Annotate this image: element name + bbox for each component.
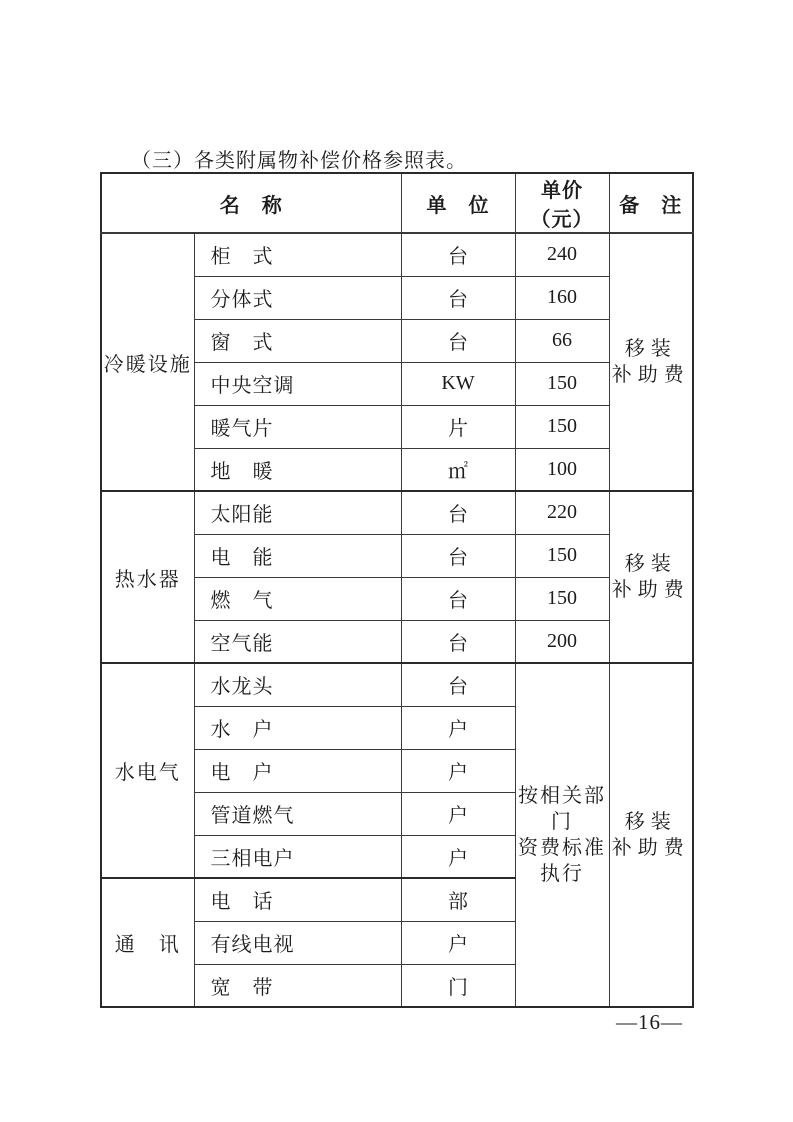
category-cell: 冷暖设施 [101, 233, 194, 491]
remark-line: 移装 [624, 338, 677, 360]
compensation-price-table [100, 172, 694, 1008]
item-name-cell: 电 能 [194, 534, 401, 577]
item-name-cell: 管道燃气 [194, 792, 401, 835]
remark-line: 移装 [624, 811, 677, 833]
header-unit: 单 位 [401, 173, 515, 233]
unit-cell: 台 [401, 534, 515, 577]
price-cell: 220 [515, 491, 609, 534]
item-name-cell: 地 暖 [194, 448, 401, 491]
header-name: 名 称 [101, 173, 401, 233]
remark-cell [609, 491, 693, 663]
unit-cell: 台 [401, 663, 515, 706]
item-name-cell: 空气能 [194, 620, 401, 663]
unit-cell: 台 [401, 319, 515, 362]
price-cell: 150 [515, 534, 609, 577]
price-cell: 100 [515, 448, 609, 491]
header-row [101, 173, 693, 233]
category-cell: 热水器 [101, 491, 194, 663]
unit-cell: 台 [401, 276, 515, 319]
price-cell: 150 [515, 362, 609, 405]
unit-cell: 户 [401, 835, 515, 878]
unit-cell: 台 [401, 620, 515, 663]
price-note-line: 资费标准 [518, 837, 606, 859]
unit-cell: 户 [401, 706, 515, 749]
unit-cell: 台 [401, 233, 515, 276]
header-price: 单价（元） [515, 173, 609, 233]
category-cell: 水电气 [101, 663, 194, 878]
price-cell: 160 [515, 276, 609, 319]
table-row [101, 663, 693, 706]
table-row [101, 491, 693, 534]
price-note-line: 按相关部 [518, 785, 606, 807]
item-name-cell: 电 话 [194, 878, 401, 921]
item-name-cell: 水 户 [194, 706, 401, 749]
table-row [101, 233, 693, 276]
price-note-line: 执行 [540, 863, 584, 885]
section-title: （三）各类附属物补偿价格参照表。 [131, 150, 467, 172]
header-remark: 备 注 [609, 173, 693, 233]
unit-cell: ㎡ [401, 448, 515, 491]
unit-cell: 片 [401, 405, 515, 448]
page-number: —16— [616, 1010, 683, 1034]
unit-cell: 台 [401, 491, 515, 534]
item-name-cell: 太阳能 [194, 491, 401, 534]
remark-line: 移装 [624, 553, 677, 575]
item-name-cell: 宽 带 [194, 964, 401, 1007]
item-name-cell: 分体式 [194, 276, 401, 319]
remark-line: 补助费 [611, 579, 690, 601]
price-cell: 150 [515, 405, 609, 448]
item-name-cell: 水龙头 [194, 663, 401, 706]
item-name-cell: 柜 式 [194, 233, 401, 276]
remark-cell [609, 663, 693, 1007]
unit-cell: 部 [401, 878, 515, 921]
unit-cell: 门 [401, 964, 515, 1007]
price-cell: 240 [515, 233, 609, 276]
remark-cell [609, 233, 693, 491]
item-name-cell: 有线电视 [194, 921, 401, 964]
item-name-cell: 三相电户 [194, 835, 401, 878]
remark-line: 补助费 [611, 364, 690, 386]
item-name-cell: 电 户 [194, 749, 401, 792]
price-note-line: 门 [551, 811, 573, 833]
price-cell: 200 [515, 620, 609, 663]
unit-cell: 台 [401, 577, 515, 620]
item-name-cell: 暖气片 [194, 405, 401, 448]
item-name-cell: 窗 式 [194, 319, 401, 362]
unit-cell: KW [401, 362, 515, 405]
item-name-cell: 中央空调 [194, 362, 401, 405]
unit-cell: 户 [401, 792, 515, 835]
remark-line: 补助费 [611, 837, 690, 859]
unit-cell: 户 [401, 921, 515, 964]
price-cell: 66 [515, 319, 609, 362]
price-note-cell [515, 663, 609, 1007]
item-name-cell: 燃 气 [194, 577, 401, 620]
category-cell: 通 讯 [101, 878, 194, 1007]
price-cell: 150 [515, 577, 609, 620]
unit-cell: 户 [401, 749, 515, 792]
